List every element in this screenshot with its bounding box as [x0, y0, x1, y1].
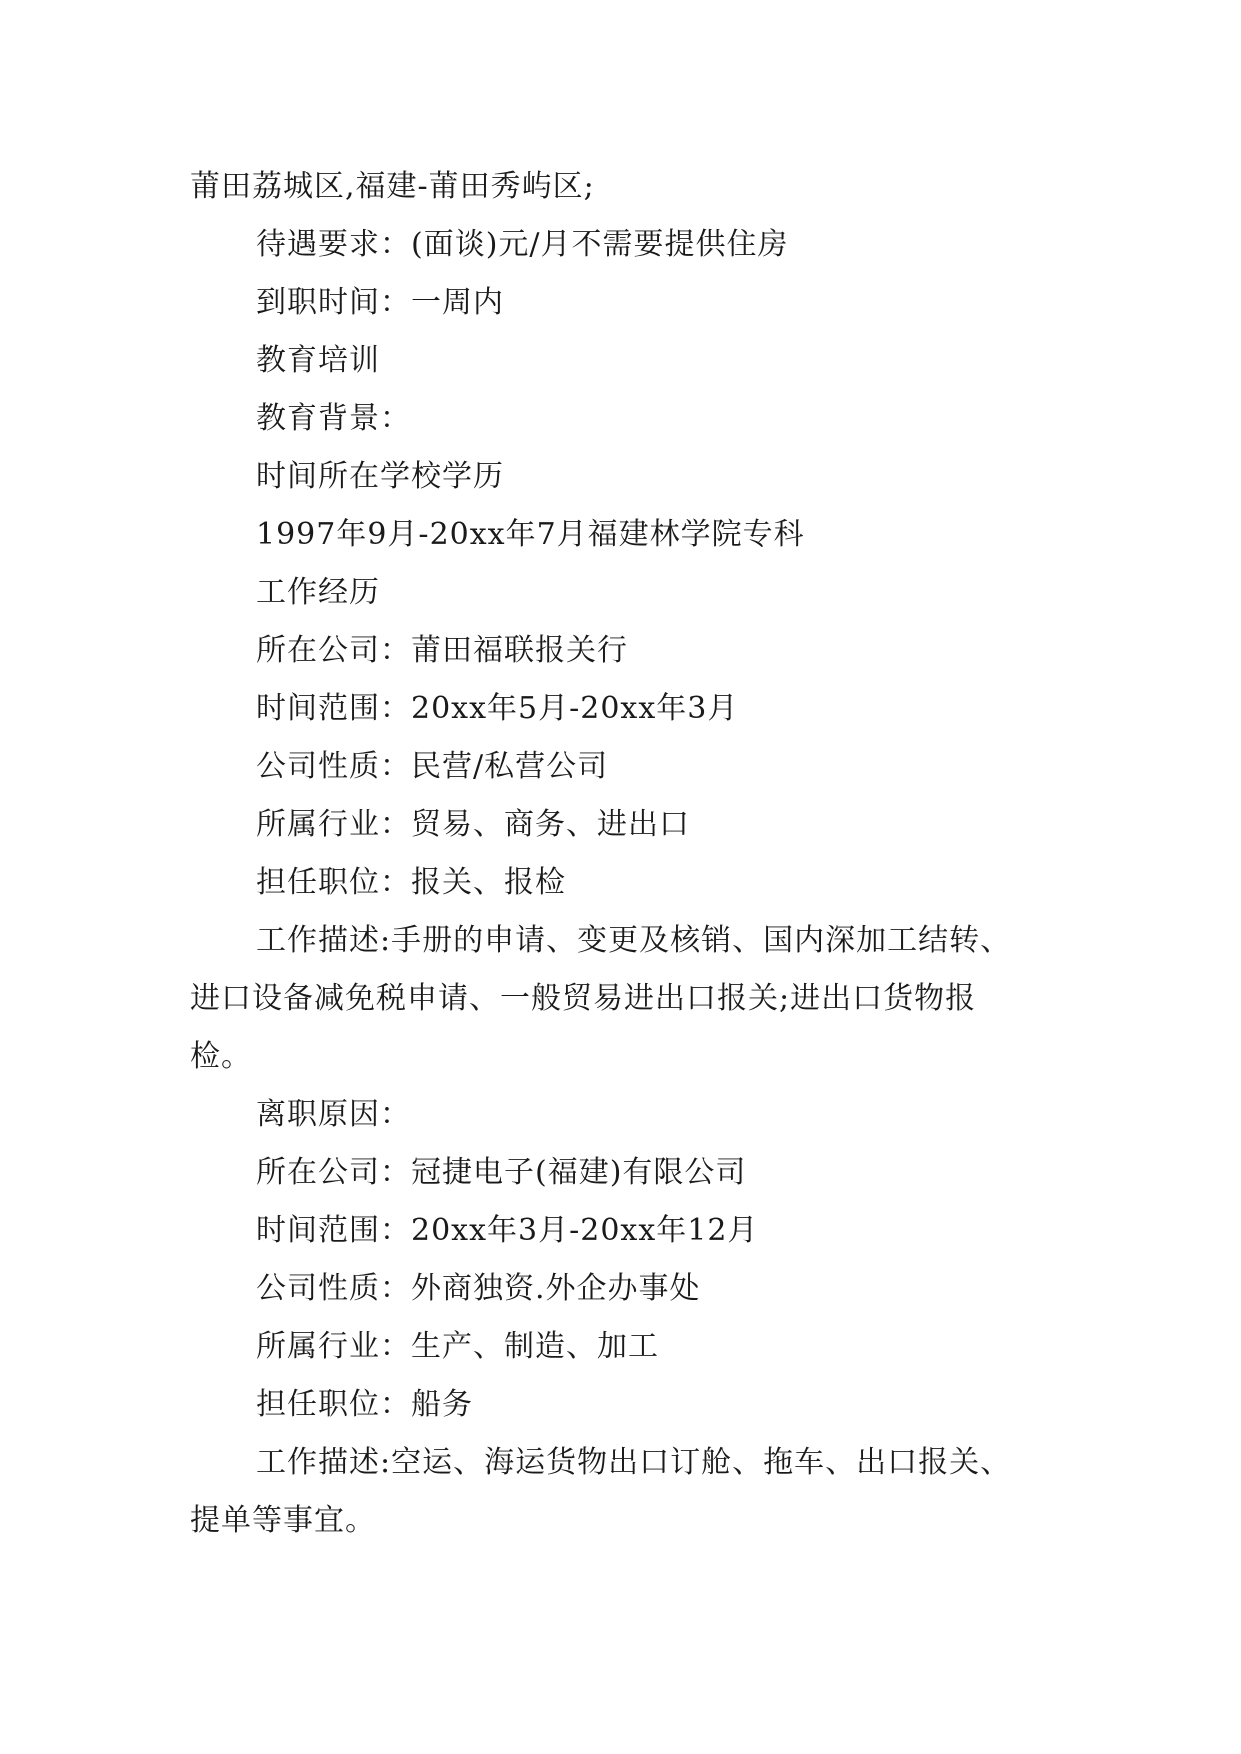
job1-description-cont: 进口设备减免税申请、一般贸易进出口报关;进出口货物报 [190, 981, 977, 1016]
job1-position: 担任职位：报关、报检 [256, 865, 566, 900]
job1-description: 工作描述:手册的申请、变更及核销、国内深加工结转、 [256, 923, 1012, 958]
job1-company-type: 公司性质：民营/私营公司 [256, 749, 609, 784]
start-date: 到职时间：一周内 [256, 285, 504, 320]
job2-period: 时间范围：20xx年3月-20xx年12月 [256, 1213, 759, 1248]
education-heading: 教育培训 [256, 343, 380, 378]
job2-company-type: 公司性质：外商独资.外企办事处 [256, 1271, 701, 1306]
job1-leave-reason: 离职原因： [256, 1097, 411, 1132]
job2-industry: 所属行业：生产、制造、加工 [256, 1329, 659, 1364]
job1-description-end: 检。 [190, 1039, 252, 1074]
work-experience-heading: 工作经历 [256, 575, 380, 610]
job2-description-cont: 提单等事宜。 [190, 1503, 376, 1538]
job2-position: 担任职位：船务 [256, 1387, 473, 1422]
address-continuation: 莆田荔城区,福建-莆田秀屿区; [190, 169, 595, 204]
job1-period: 时间范围：20xx年5月-20xx年3月 [256, 691, 739, 726]
job1-industry: 所属行业：贸易、商务、进出口 [256, 807, 690, 842]
job2-description: 工作描述:空运、海运货物出口订舱、拖车、出口报关、 [256, 1445, 1012, 1480]
job1-company: 所在公司：莆田福联报关行 [256, 633, 628, 668]
salary-requirement: 待遇要求：(面谈)元/月不需要提供住房 [256, 227, 789, 262]
education-background-label: 教育背景： [256, 401, 411, 436]
education-table-header: 时间所在学校学历 [256, 459, 504, 494]
job2-company: 所在公司：冠捷电子(福建)有限公司 [256, 1155, 747, 1190]
education-entry: 1997年9月-20xx年7月福建林学院专科 [256, 517, 805, 552]
